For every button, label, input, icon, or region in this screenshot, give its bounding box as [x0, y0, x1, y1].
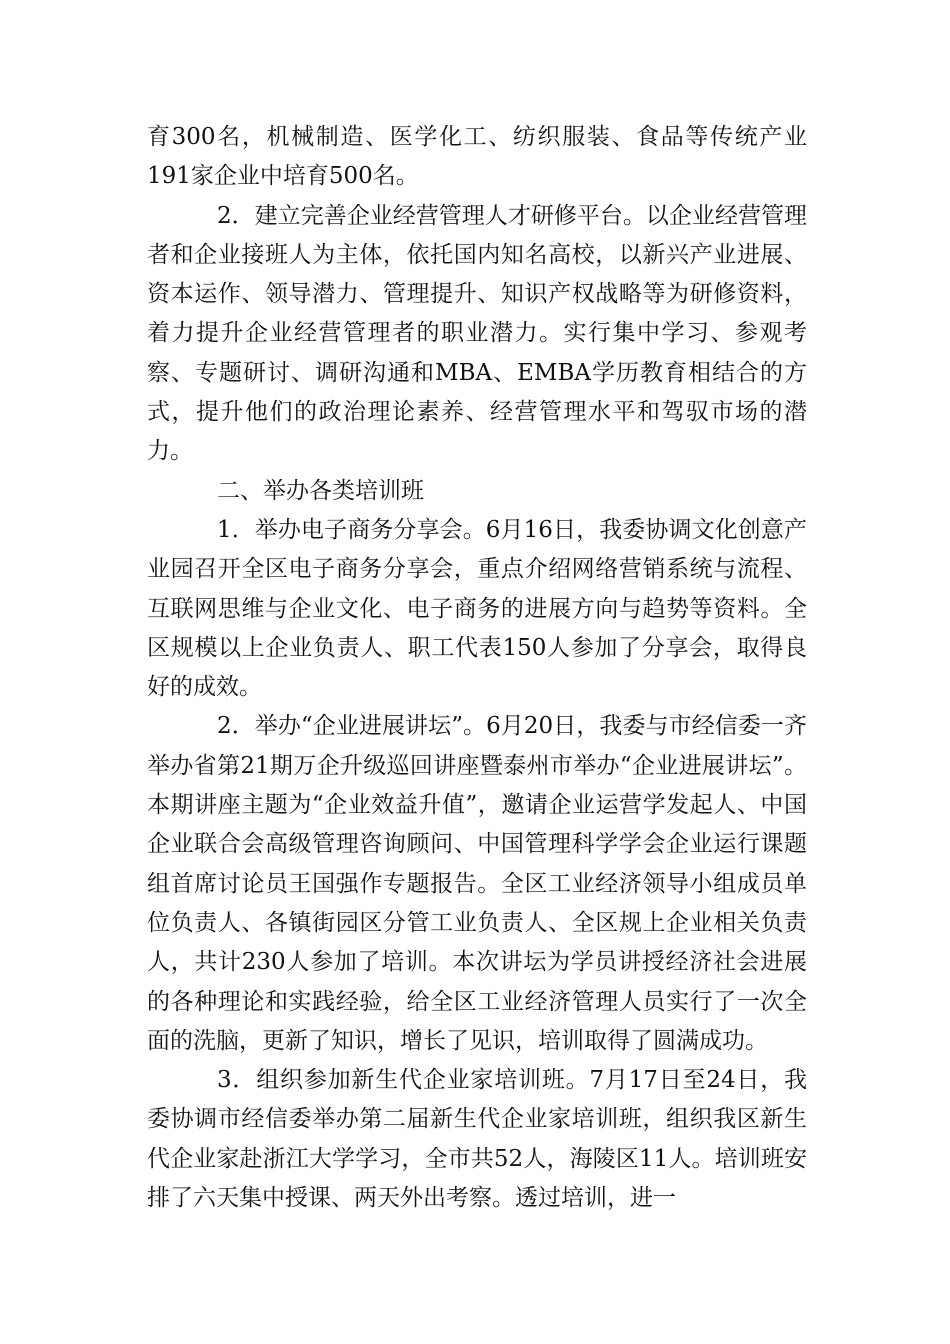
- paragraph-continuation: 育300名，机械制造、医学化工、纺织服装、食品等传统产业191家企业中培育500名。: [147, 124, 807, 190]
- document-body: [147, 118, 807, 1218]
- paragraph-item-1-2: 2．建立完善企业经营管理人才研修平台。以企业经营管理者和企业接班人为主体，依托国内知名高校，以新兴产业进展、资本运作、领导潜力、管理提升、知识产权战略等为研修资料，着力提升企业经营管理者的职业潜力。实行集中学习、参观考察、专题研讨、调研沟通和MBA、EMBA学历教育相结合的方式，提升他们的政治理论素养、经营管理水平和驾驭市场的潜力。: [147, 202, 807, 465]
- paragraph-item-2-3: 3．组织参加新生代企业家培训班。7月17日至24日，我委协调市经信委举办第二届新生代企业家培训班，组织我区新生代企业家赴浙江大学学习，全市共52人，海陵区11人。培训班安排了六天集中授课、两天外出考察。透过培训，进一: [147, 1067, 807, 1212]
- paragraph-item-2-2: 2．举办“企业进展讲坛”。6月20日，我委与市经信委一齐举办省第21期万企升级巡回讲座暨泰州市举办“企业进展讲坛”。本期讲座主题为“企业效益升值”，邀请企业运营学发起人、中国企业联合会高级管理咨询顾问、中国管理科学学会企业运行课题组首席讨论员王国强作专题报告。全区工业经济领导小组成员单位负责人、各镇街园区分管工业负责人、全区规上企业相关负责人，共计230人参加了培训。本次讲坛为学员讲授经济社会进展的各种理论和实践经验，给全区工业经济管理人员实行了一次全面的洗脑，更新了知识，增长了见识，培训取得了圆满成功。: [147, 713, 807, 1054]
- paragraph-item-2-1: 1．举办电子商务分享会。6月16日，我委协调文化创意产业园召开全区电子商务分享会，重点介绍网络营销系统与流程、互联网思维与企业文化、电子商务的进展方向与趋势等资料。全区规模以上企业负责人、职工代表150人参加了分享会，取得良好的成效。: [147, 516, 807, 701]
- section-heading-training-classes: 二、举办各类培训班: [217, 477, 424, 504]
